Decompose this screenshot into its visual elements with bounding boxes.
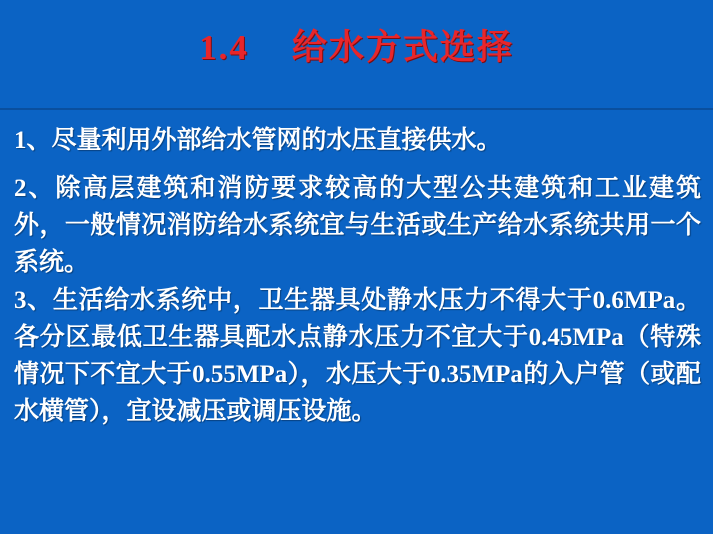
slide-body (0, 110, 713, 534)
page-title: 1.4 给水方式选择 (199, 28, 514, 67)
body-paragraph-1: 1、尽量利用外部给水管网的水压直接供水。 (14, 127, 502, 154)
body-paragraph-2: 2、除高层建筑和消防要求较高的大型公共建筑和工业建筑外，一般情况消防给水系统宜与生活或生产给水系统共用一个系统。 (14, 175, 701, 276)
body-paragraph-3: 3、生活给水系统中，卫生器具处静水压力不得大于0.6MPa。各分区最低卫生器具配水点静水压力不宜大于0.45MPa（特殊情况下不宜大于0.55MPa），水压大于0.35MPa的入户管（或配水横管），宜设减压或调压设施。 (14, 287, 701, 425)
slide-title-band (0, 0, 713, 108)
